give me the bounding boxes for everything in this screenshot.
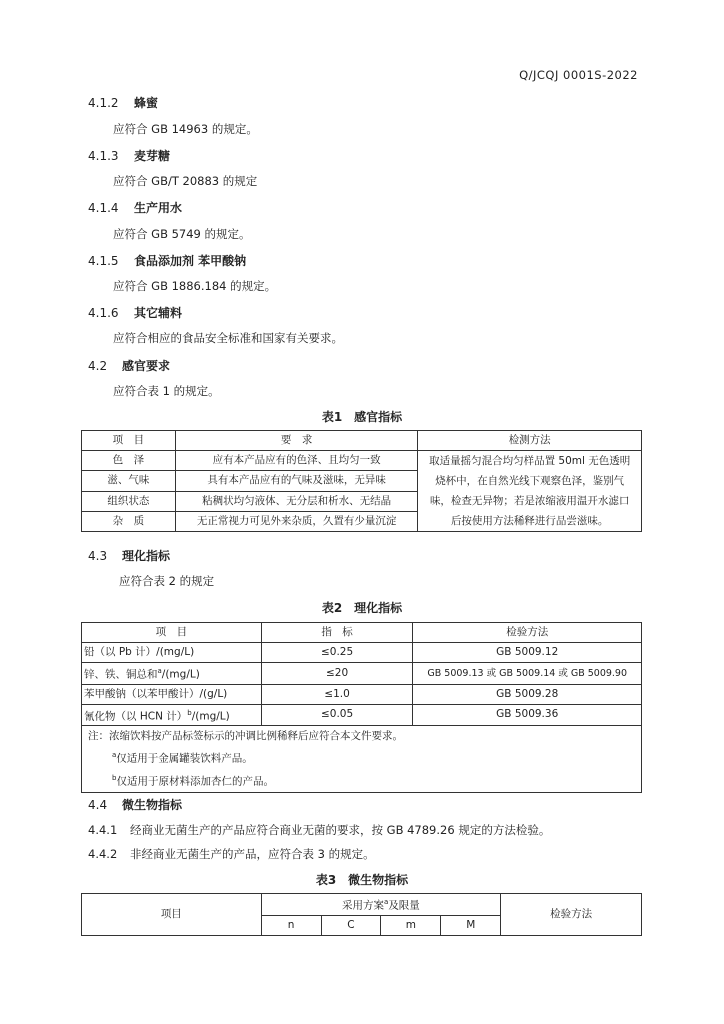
item-label: 锌、铁、铜总和 [84,668,158,681]
table-cell: 应有本产品应有的色泽、且均匀一致 [175,451,418,471]
section-number: 4.2 [88,359,108,373]
method-line: 取适量摇匀混合均匀样品置 50ml 无色透明 [429,455,631,467]
paragraph: 应符合 GB/T 20883 的规定 [113,174,258,188]
section-number: 4.1.4 [88,201,119,215]
item-label: 铅（以 Pb 计）/(mg/L) [84,646,195,658]
item-label: 苯甲酸钠（以苯甲酸计）/(g/L) [84,687,228,700]
paragraph [88,846,375,862]
table-cell: ≤0.25 [261,643,413,663]
section-heading [88,199,182,216]
table-row [82,643,642,663]
item-label: 氰化物（以 HCN 计） [84,710,188,722]
table-row [82,684,642,704]
subheader-cell: M [441,915,501,935]
method-cell [418,451,642,532]
section-heading [88,357,170,374]
section-number: 4.3 [88,549,108,563]
subheader-cell: m [381,915,441,935]
table-row [82,663,642,685]
header-cell: 指 标 [261,623,413,643]
table-cell: 组织状态 [82,491,176,511]
section-heading [88,796,182,813]
note-text: 仅适用于金属罐装饮料产品。 [116,752,253,765]
header-cell: 项 目 [82,623,262,643]
header-cell: 项 目 [82,431,176,451]
footnote-mark: a [384,898,389,906]
section-title: 理化指标 [122,549,171,563]
table-cell [82,684,262,704]
table-cell: 色 泽 [82,451,176,471]
note-line [88,746,635,769]
table-cell: GB 5009.12 [413,643,642,663]
table-header-row [82,431,642,451]
header-cell: 检验方法 [501,894,642,936]
section-title: 蜂蜜 [134,96,159,110]
section-title: 其它辅料 [134,306,183,320]
section-number: 4.4 [88,798,108,812]
method-line: 味，检查无异物；若是浓缩液用温开水滤口 [429,495,630,507]
section-title: 微生物指标 [122,798,183,812]
header-cell: 检验方法 [413,623,642,643]
sensory-table [81,430,642,532]
table-row [82,451,642,471]
table-cell: GB 5009.28 [413,684,642,704]
paragraph: 应符合 GB 5749 的规定。 [113,227,251,241]
section-number: 4.1.5 [88,254,119,268]
physicochemical-table [81,622,642,793]
method-line: 烧杯中，在自然光线下观察色泽，鉴别气 [435,475,625,487]
document-code: Q/JCQJ 0001S-2022 [519,68,638,82]
header-label: 采用方案 [342,899,385,912]
table-cell: ≤1.0 [261,684,413,704]
table-cell [82,704,262,726]
table-cell: ≤20 [261,663,413,685]
table-header-row [82,623,642,643]
footnote-mark: a [112,751,117,759]
table-row [82,704,642,726]
table-cell: GB 5009.36 [413,704,642,726]
table-cell: GB 5009.13 或 GB 5009.14 或 GB 5009.90 [413,663,642,685]
method-line: 后按使用方法稀释进行品尝滋味。 [450,515,609,527]
section-number: 4.1.3 [88,149,119,163]
section-heading [88,147,170,164]
section-title: 麦芽糖 [134,149,171,163]
item-unit: /(mg/L) [191,710,230,722]
subheader-cell: C [321,915,381,935]
table-cell: 具有本产品应有的气味及滋味，无异味 [175,471,418,491]
table-cell: 无正常视力可见外来杂质，久置有少量沉淀 [175,511,418,531]
clause-number: 4.4.1 [88,823,118,837]
section-heading [88,94,158,111]
section-number: 4.1.6 [88,306,119,320]
table-cell: 粘稠状均匀液体、无分层和析水、无结晶 [175,491,418,511]
table-cell [82,663,262,685]
table-cell: 滋、气味 [82,471,176,491]
section-heading [88,547,170,564]
section-title: 食品添加剂 苯甲酸钠 [134,254,247,268]
footnote-mark: a [157,667,162,675]
table-cell [82,643,262,663]
paragraph: 应符合表 1 的规定。 [113,384,220,398]
table-caption: 表1 感官指标 [321,410,403,424]
section-heading [88,252,246,269]
table-cell: ≤0.05 [261,704,413,726]
microbial-table [81,893,642,936]
section-title: 生产用水 [134,201,183,215]
table-header-row [82,894,642,916]
section-title: 感官要求 [122,359,171,373]
table-note [82,726,642,793]
header-cell: 要 求 [175,431,418,451]
item-unit: /(mg/L) [161,668,200,681]
table-caption: 表3 微生物指标 [315,873,409,887]
clause-text: 经商业无菌生产的产品应符合商业无菌的要求，按 GB 4789.26 规定的方法检验。 [130,823,551,837]
clause-text: 非经商业无菌生产的产品，应符合表 3 的规定。 [130,847,375,861]
table-note-row [82,726,642,793]
subheader-cell: n [261,915,321,935]
note-line [88,769,635,792]
table-cell: 杂 质 [82,511,176,531]
paragraph: 应符合 GB 14963 的规定。 [113,122,258,136]
header-cell [261,894,501,916]
header-label: 及限量 [388,899,420,912]
table-caption: 表2 理化指标 [321,601,403,615]
footnote-mark: b [187,708,192,717]
section-number: 4.1.2 [88,96,119,110]
clause-number: 4.4.2 [88,847,118,861]
paragraph: 应符合相应的食品安全标准和国家有关要求。 [113,331,343,345]
note-text: 仅适用于原材料添加杏仁的产品。 [116,775,274,787]
header-cell: 项目 [82,894,262,936]
section-heading [88,304,182,321]
paragraph: 应符合 GB 1886.184 的规定。 [113,279,277,293]
note-line: 注：浓缩饮料按产品标签标示的冲调比例稀释后应符合本文件要求。 [88,730,403,742]
footnote-mark: b [112,773,117,782]
header-cell: 检测方法 [418,431,642,451]
paragraph: 应符合表 2 的规定 [119,574,215,588]
paragraph [88,822,550,838]
